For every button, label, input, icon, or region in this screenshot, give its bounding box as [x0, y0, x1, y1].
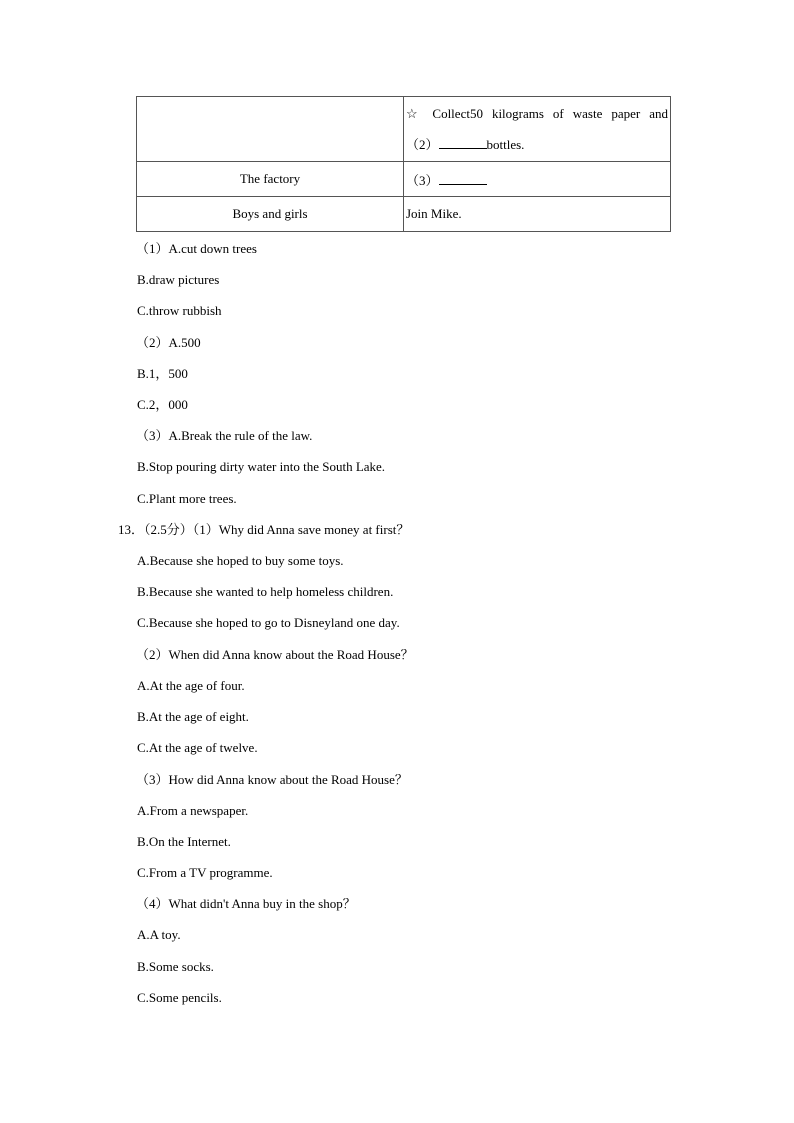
option-line: A.From a newspaper. — [137, 803, 249, 818]
option-line: B.draw pictures — [137, 272, 220, 287]
option-line: C.At the age of twelve. — [137, 740, 258, 755]
option-line: C.Plant more trees. — [137, 491, 237, 506]
info-table — [136, 96, 671, 232]
table-cell — [404, 97, 671, 162]
option-line: C.throw rubbish — [137, 303, 222, 318]
option-line: C.Some pencils. — [137, 990, 222, 1005]
option-line: B.1，500 — [137, 366, 188, 381]
option-line: A.Because she hoped to buy some toys. — [137, 553, 344, 568]
option-line: B.On the Internet. — [137, 834, 231, 849]
table-cell: Join Mike. — [404, 197, 671, 232]
table-row — [137, 197, 671, 232]
option-line: C.2，000 — [137, 397, 188, 412]
cell-text: ☆ Collect50 kilograms of waste paper and — [406, 106, 668, 121]
table-row — [137, 97, 671, 162]
cell-text-blank-line — [406, 129, 668, 160]
table-cell — [404, 162, 671, 197]
option-line: C.Because she hoped to go to Disneyland one day. — [137, 615, 400, 630]
option-line: （3）A.Break the rule of the law. — [136, 428, 313, 443]
option-line: B.Some socks. — [137, 959, 214, 974]
question-line: （3）How did Anna know about the Road House？ — [136, 772, 408, 787]
option-line: A.At the age of four. — [137, 678, 245, 693]
question-line: （2）When did Anna know about the Road House？ — [136, 647, 414, 662]
option-line: （2）A.500 — [136, 335, 201, 350]
cell-prefix: （3） — [406, 172, 439, 188]
option-line: B.At the age of eight. — [137, 709, 249, 724]
table-cell: The factory — [137, 162, 404, 197]
question-line: （4）What didn't Anna buy in the shop？ — [136, 896, 356, 911]
cell-prefix: （2） — [406, 137, 439, 152]
table-cell: Boys and girls — [137, 197, 404, 232]
answer-blank — [439, 137, 487, 149]
table-row — [137, 162, 671, 197]
question-line: 13．（2.5分）（1）Why did Anna save money at first？ — [118, 522, 410, 537]
cell-suffix: bottles. — [486, 137, 525, 152]
option-line: A.A toy. — [137, 927, 181, 942]
table-cell — [137, 97, 404, 162]
option-line: B.Because she wanted to help homeless children. — [137, 584, 394, 599]
option-line: C.From a TV programme. — [137, 865, 273, 880]
answer-blank — [439, 173, 487, 185]
option-line: （1）A.cut down trees — [136, 241, 257, 256]
option-line: B.Stop pouring dirty water into the South Lake. — [137, 459, 386, 474]
